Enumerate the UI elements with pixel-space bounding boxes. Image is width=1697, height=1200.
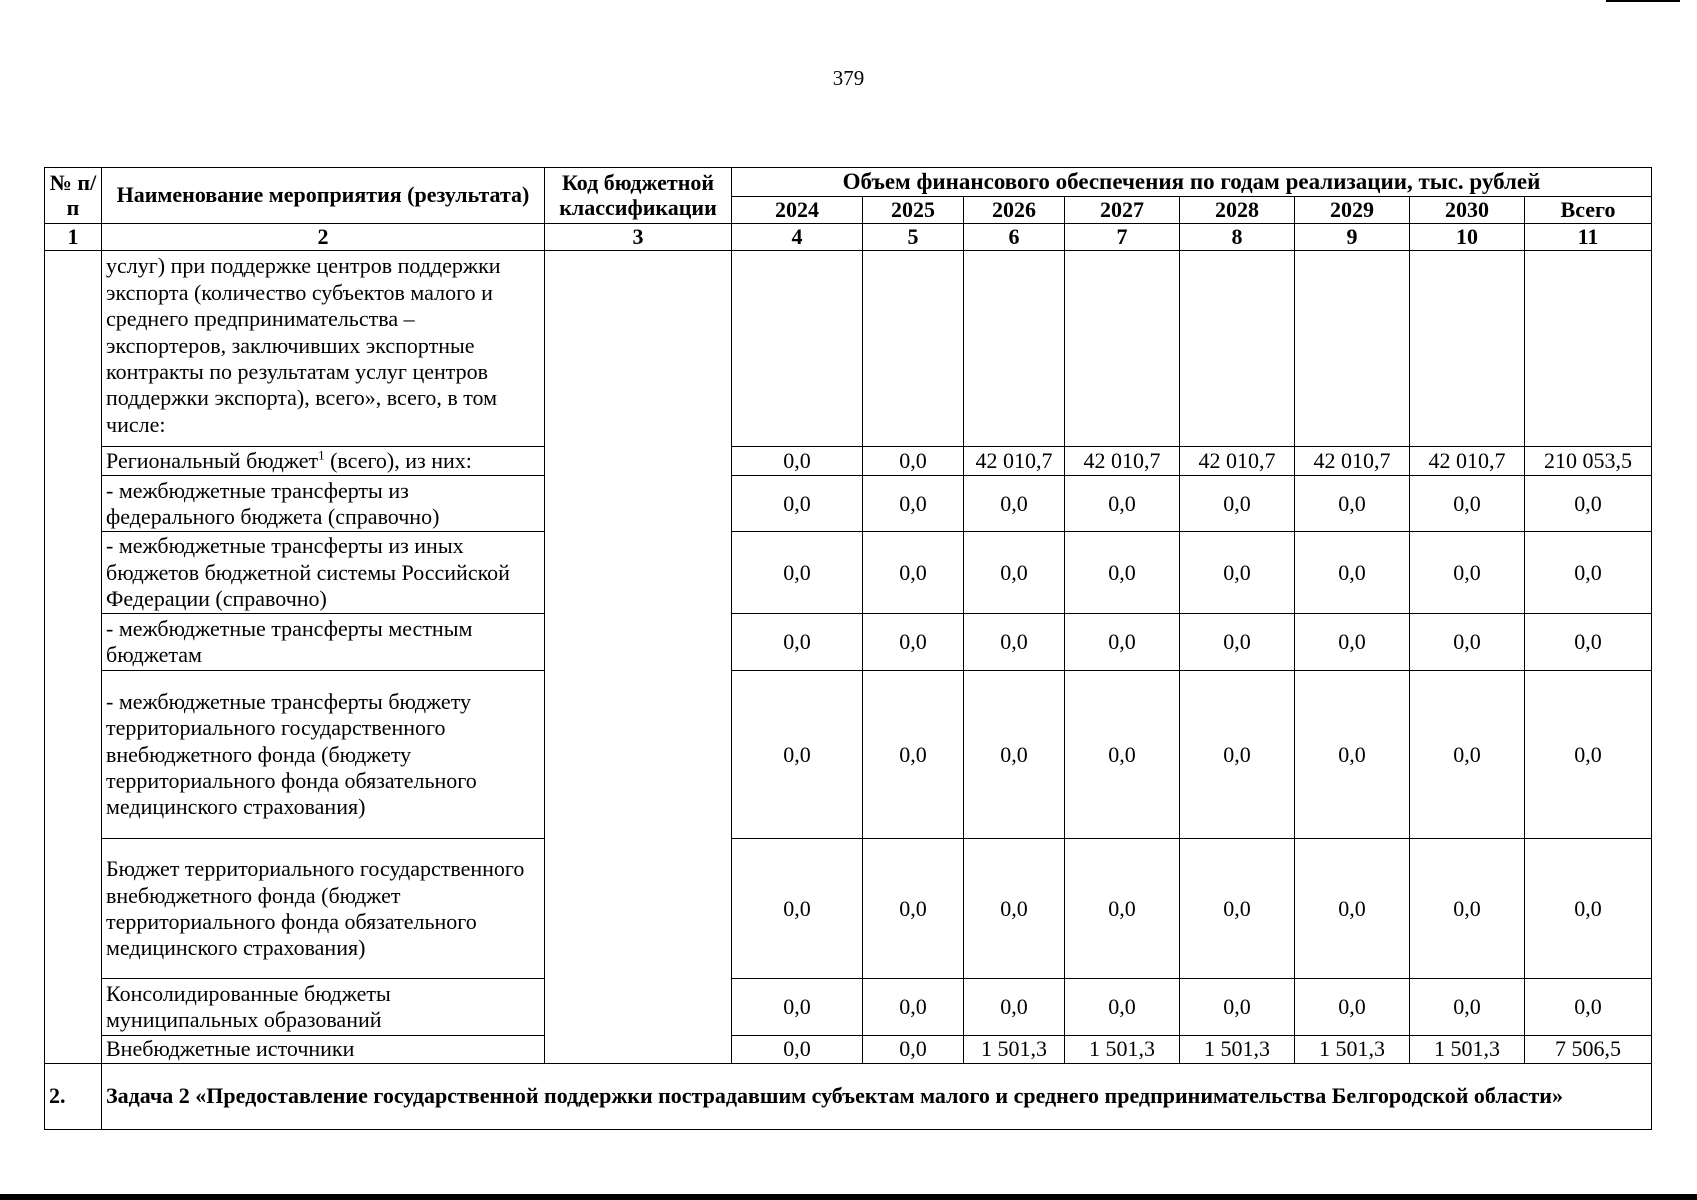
value-cell: 0,0	[732, 671, 863, 839]
value-cell: 0,0	[964, 671, 1065, 839]
value-cell: 42 010,7	[1295, 447, 1410, 476]
value-cell: 0,0	[1525, 979, 1652, 1036]
header-year: 2026	[964, 197, 1065, 224]
header-funding: Объем финансового обеспечения по годам реализации, тыс. рублей	[732, 168, 1652, 197]
value-cell	[1525, 251, 1652, 447]
top-edge-rule	[1606, 0, 1680, 2]
value-cell	[732, 251, 863, 447]
value-cell: 0,0	[1295, 839, 1410, 979]
header-num: № п/п	[45, 168, 102, 224]
value-cell: 0,0	[1180, 532, 1295, 614]
table-row	[45, 447, 1652, 476]
value-cell: 0,0	[1525, 839, 1652, 979]
value-cell: 0,0	[1410, 839, 1525, 979]
value-cell: 0,0	[732, 839, 863, 979]
value-cell: 0,0	[1410, 476, 1525, 532]
value-cell: 0,0	[1525, 614, 1652, 671]
value-cell: 0,0	[1180, 979, 1295, 1036]
value-cell: 1 501,3	[1065, 1036, 1180, 1063]
value-cell: 0,0	[863, 476, 964, 532]
value-cell: 0,0	[732, 1036, 863, 1063]
table-row	[45, 251, 1652, 447]
value-cell: 0,0	[1065, 532, 1180, 614]
value-cell: 0,0	[964, 532, 1065, 614]
value-cell: 0,0	[1525, 476, 1652, 532]
row-name-suffix: (всего), из них:	[324, 448, 472, 474]
value-cell: 0,0	[1295, 476, 1410, 532]
value-cell: 0,0	[863, 979, 964, 1036]
column-number: 6	[964, 224, 1065, 251]
value-cell: 42 010,7	[1180, 447, 1295, 476]
value-cell: 0,0	[1180, 476, 1295, 532]
scan-bottom-border	[0, 1194, 1697, 1200]
row-num-cell	[45, 251, 102, 1063]
column-number: 9	[1295, 224, 1410, 251]
value-cell: 0,0	[1410, 532, 1525, 614]
row-name: Бюджет территориального государственного внебюджетного фонда (бюджет территориального фонда обязательного медицинского страхования)	[102, 839, 545, 979]
column-number: 2	[102, 224, 545, 251]
header-row-1	[45, 168, 1652, 197]
table-row	[45, 671, 1652, 839]
value-cell: 0,0	[1295, 532, 1410, 614]
value-cell	[1065, 251, 1180, 447]
column-number: 7	[1065, 224, 1180, 251]
value-cell: 0,0	[863, 532, 964, 614]
value-cell: 0,0	[1065, 979, 1180, 1036]
header-year: 2024	[732, 197, 863, 224]
value-cell	[1410, 251, 1525, 447]
column-number: 1	[45, 224, 102, 251]
value-cell: 7 506,5	[1525, 1036, 1652, 1063]
value-cell: 0,0	[1295, 671, 1410, 839]
value-cell: 0,0	[732, 476, 863, 532]
value-cell: 0,0	[732, 614, 863, 671]
value-cell	[964, 251, 1065, 447]
value-cell: 0,0	[863, 671, 964, 839]
column-number-row	[45, 224, 1652, 251]
value-cell: 0,0	[732, 532, 863, 614]
column-number: 8	[1180, 224, 1295, 251]
value-cell: 0,0	[964, 839, 1065, 979]
value-cell: 0,0	[1410, 614, 1525, 671]
header-year: 2027	[1065, 197, 1180, 224]
value-cell: 0,0	[1065, 671, 1180, 839]
value-cell: 1 501,3	[1295, 1036, 1410, 1063]
value-cell: 0,0	[1525, 532, 1652, 614]
row-name: услуг) при поддержке центров поддержки экспорта (количество субъектов малого и среднего предпринимательства – экспортеров, заключивших экспортные контракты по результатам услуг центров поддержки экспорта), всего», всего, в том числе:	[102, 251, 545, 447]
value-cell: 42 010,7	[964, 447, 1065, 476]
value-cell: 0,0	[732, 447, 863, 476]
value-cell: 0,0	[1065, 839, 1180, 979]
row-name: - межбюджетные трансферты из федерального бюджета (справочно)	[102, 476, 545, 532]
value-cell: 42 010,7	[1410, 447, 1525, 476]
row-name-text: Региональный бюджет	[106, 448, 319, 474]
value-cell: 0,0	[1410, 979, 1525, 1036]
table-row	[45, 979, 1652, 1036]
row-name: - межбюджетные трансферты местным бюджетам	[102, 614, 545, 671]
value-cell: 0,0	[1065, 476, 1180, 532]
column-number: 10	[1410, 224, 1525, 251]
column-number: 11	[1525, 224, 1652, 251]
task-number: 2.	[45, 1063, 102, 1129]
task-title: Задача 2 «Предоставление государственной поддержки пострадавшим субъектам малого и среднего предпринимательства Белгородской области»	[102, 1063, 1652, 1129]
value-cell: 0,0	[863, 1036, 964, 1063]
table-row	[45, 476, 1652, 532]
budget-table	[44, 167, 1652, 1130]
value-cell: 0,0	[964, 979, 1065, 1036]
table-row	[45, 839, 1652, 979]
value-cell: 210 053,5	[1525, 447, 1652, 476]
header-year: 2030	[1410, 197, 1525, 224]
task-row	[45, 1063, 1652, 1129]
value-cell	[1180, 251, 1295, 447]
budget-code-cell	[545, 251, 732, 1063]
table-row	[45, 532, 1652, 614]
header-code: Код бюджетной классификации	[545, 168, 732, 224]
column-number: 4	[732, 224, 863, 251]
value-cell: 1 501,3	[1410, 1036, 1525, 1063]
row-name: - межбюджетные трансферты из иных бюджетов бюджетной системы Российской Федерации (справочно)	[102, 532, 545, 614]
header-year: 2028	[1180, 197, 1295, 224]
table-row	[45, 614, 1652, 671]
header-year: 2025	[863, 197, 964, 224]
value-cell: 1 501,3	[1180, 1036, 1295, 1063]
value-cell: 0,0	[1180, 671, 1295, 839]
header-name: Наименование мероприятия (результата)	[102, 168, 545, 224]
table-row	[45, 1036, 1652, 1063]
row-name: - межбюджетные трансферты бюджету территориального государственного внебюджетного фонда (бюджету территориального фонда обязательного медицинского страхования)	[102, 671, 545, 839]
value-cell: 42 010,7	[1065, 447, 1180, 476]
header-total: Всего	[1525, 197, 1652, 224]
row-name: Внебюджетные источники	[102, 1036, 545, 1063]
value-cell: 0,0	[964, 476, 1065, 532]
column-number: 5	[863, 224, 964, 251]
row-name	[102, 447, 545, 476]
value-cell: 0,0	[863, 447, 964, 476]
value-cell: 1 501,3	[964, 1036, 1065, 1063]
value-cell: 0,0	[1180, 614, 1295, 671]
value-cell: 0,0	[732, 979, 863, 1036]
value-cell	[1295, 251, 1410, 447]
footnote-marker: 1	[318, 447, 325, 463]
value-cell: 0,0	[1525, 671, 1652, 839]
page-number: 379	[832, 66, 865, 90]
row-name: Консолидированные бюджеты муниципальных образований	[102, 979, 545, 1036]
value-cell: 0,0	[1180, 839, 1295, 979]
value-cell: 0,0	[1410, 671, 1525, 839]
value-cell: 0,0	[964, 614, 1065, 671]
value-cell: 0,0	[1065, 614, 1180, 671]
value-cell: 0,0	[1295, 979, 1410, 1036]
column-number: 3	[545, 224, 732, 251]
value-cell: 0,0	[863, 839, 964, 979]
value-cell: 0,0	[863, 614, 964, 671]
value-cell: 0,0	[1295, 614, 1410, 671]
value-cell	[863, 251, 964, 447]
header-year: 2029	[1295, 197, 1410, 224]
